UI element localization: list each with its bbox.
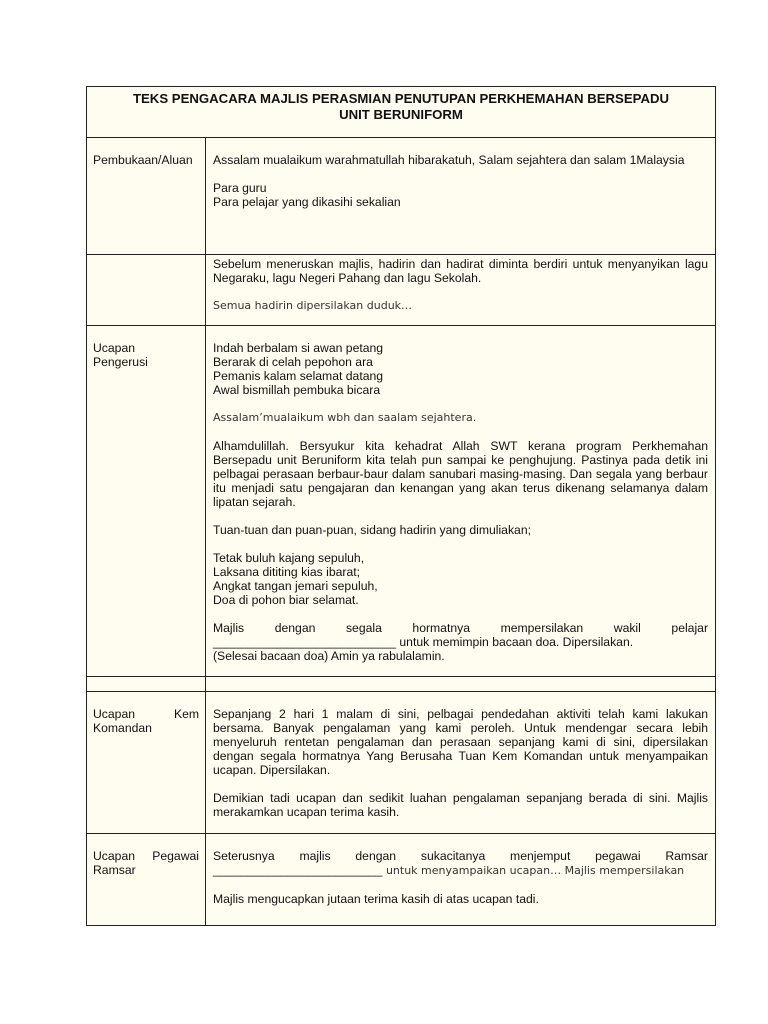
content-lagu: [206, 255, 716, 326]
tuan-puan-text: Tuan-tuan dan puan-puan, sidang hadirin yang dimuliakan;: [213, 523, 531, 537]
doa-invite-rest: untuk memimpin bacaan doa. Dipersilakan.: [396, 635, 634, 649]
label-pengerusi-line1: Ucapan: [93, 341, 136, 355]
label-ramsar-word2: Pegawai: [152, 849, 199, 863]
doa-name-blank: ___________________________: [213, 635, 397, 649]
pantun-line: Tetak buluh kajang sepuluh,: [213, 551, 365, 565]
assalam-text: Assalam’mualaikum wbh dan saalam sejahtera.: [213, 411, 477, 424]
content-komandan: [206, 692, 716, 834]
label-pembukaan: [87, 138, 206, 255]
label-lagu-empty: [87, 255, 206, 326]
label-komandan-line2: Komandan: [93, 721, 152, 735]
pantun-line: Indah berbalam si awan petang: [213, 341, 384, 355]
pantun-line: Berarak di celah pepohon ara: [213, 355, 373, 369]
pantun-2: [213, 551, 708, 607]
label-ramsar: [87, 834, 206, 926]
spacer-cell: [87, 677, 206, 692]
spacer-cell: [206, 677, 716, 692]
doa-invite-continued: [213, 635, 708, 649]
row-pengerusi: [87, 326, 716, 677]
content-pembukaan: [206, 138, 716, 255]
komandan-para-2: Demikian tadi ucapan dan sedikit luahan pengalaman sepanjang berada di sini. Majlis merakamkan ucapan terima kasih.: [213, 791, 708, 819]
label-pembukaan-text: Pembukaan/Aluan: [93, 153, 193, 167]
script-table: [86, 86, 716, 926]
komandan-para-1: Sepanjang 2 hari 1 malam di sini, pelbagai pendedahan aktiviti telah kami lakukan bersama. Banyak pengalaman yang kami peroleh. Untuk mendengar secara lebih menyeluruh rentetan pengalaman dan perasaan sepanjang kami di sini, dipersilakan dengan segala hormatnya Yang Berusaha Tuan Kem Komandan untuk menyampaikan ucapan. Dipersilakan.: [213, 707, 708, 777]
ramsar-invite-text: Seterusnya majlis dengan sukacitanya menjemput pegawai Ramsar: [213, 849, 708, 863]
ramsar-thanks-text: Majlis mengucapkan jutaan terima kasih di atas ucapan tadi.: [213, 892, 539, 906]
label-pengerusi-line2: Pengerusi: [93, 355, 148, 369]
doa-end-text: (Selesai bacaan doa) Amin ya rabulalamin.: [213, 649, 445, 663]
row-pembukaan: [87, 138, 716, 255]
ramsar-name-blank: _________________________: [213, 863, 383, 877]
alhamdulillah-text: Alhamdulillah. Bersyukur kita kehadrat Allah SWT kerana program Perkhemahan Bersepadu unit Beruniform kita telah pun sampai ke penghujung. Pastinya pada detik ini pelbagai perasaan berbaur-baur dalam sanubari masing-masing. Dan segala yang berbaur itu menjadi satu pengajaran dan kenangan yang akan terus dikenang selamanya dalam lipatan sejarah.: [213, 439, 708, 509]
pantun-line: Pemanis kalam selamat datang: [213, 369, 384, 383]
content-ramsar: [206, 834, 716, 926]
pantun-line: Doa di pohon biar selamat.: [213, 593, 359, 607]
label-ramsar-line2: Ramsar: [93, 863, 136, 877]
title-line-2: UNIT BERUNIFORM: [339, 107, 463, 122]
para-guru-text: Para guru: [213, 181, 267, 195]
label-komandan-word2: Kem: [173, 707, 199, 721]
ramsar-invite-rest: untuk menyampaikan ucapan… Majlis mempersilakan: [382, 864, 685, 877]
content-pengerusi: [206, 326, 716, 677]
title-row: [87, 87, 716, 138]
pantun-line: Angkat tangan jemari sepuluh,: [213, 579, 378, 593]
ramsar-invite-continued: [213, 863, 708, 878]
duduk-text: Semua hadirin dipersilakan duduk…: [213, 299, 413, 312]
para-pelajar-text: Para pelajar yang dikasihi sekalian: [213, 195, 401, 209]
label-pengerusi: [87, 326, 206, 677]
title-line-1: TEKS PENGACARA MAJLIS PERASMIAN PENUTUPAN PERKHEMAHAN BERSEPADU: [132, 91, 670, 106]
row-komandan: [87, 692, 716, 834]
doa-invite-text: Majlis dengan segala hormatnya mempersilakan wakil pelajar: [213, 621, 708, 635]
row-spacer: [87, 677, 716, 692]
pantun-1: [213, 341, 708, 397]
row-ramsar: [87, 834, 716, 926]
label-komandan-line1: [93, 707, 199, 721]
label-komandan: [87, 692, 206, 834]
salam-text: Assalam mualaikum warahmatullah hibarakatuh, Salam sejahtera dan salam 1Malaysia: [213, 153, 685, 167]
document-title: [87, 87, 716, 138]
label-ramsar-line1: [93, 849, 199, 863]
pantun-line: Awal bismillah pembuka bicara: [213, 383, 381, 397]
lagu-instruction-text: Sebelum meneruskan majlis, hadirin dan hadirat diminta berdiri untuk menyanyikan lagu Negaraku, lagu Negeri Pahang dan lagu Sekolah.: [213, 257, 708, 285]
label-komandan-word1: Ucapan: [93, 707, 136, 721]
row-lagu: [87, 255, 716, 326]
label-ramsar-word1: Ucapan: [93, 849, 136, 863]
pantun-line: Laksana dititing kias ibarat;: [213, 565, 361, 579]
